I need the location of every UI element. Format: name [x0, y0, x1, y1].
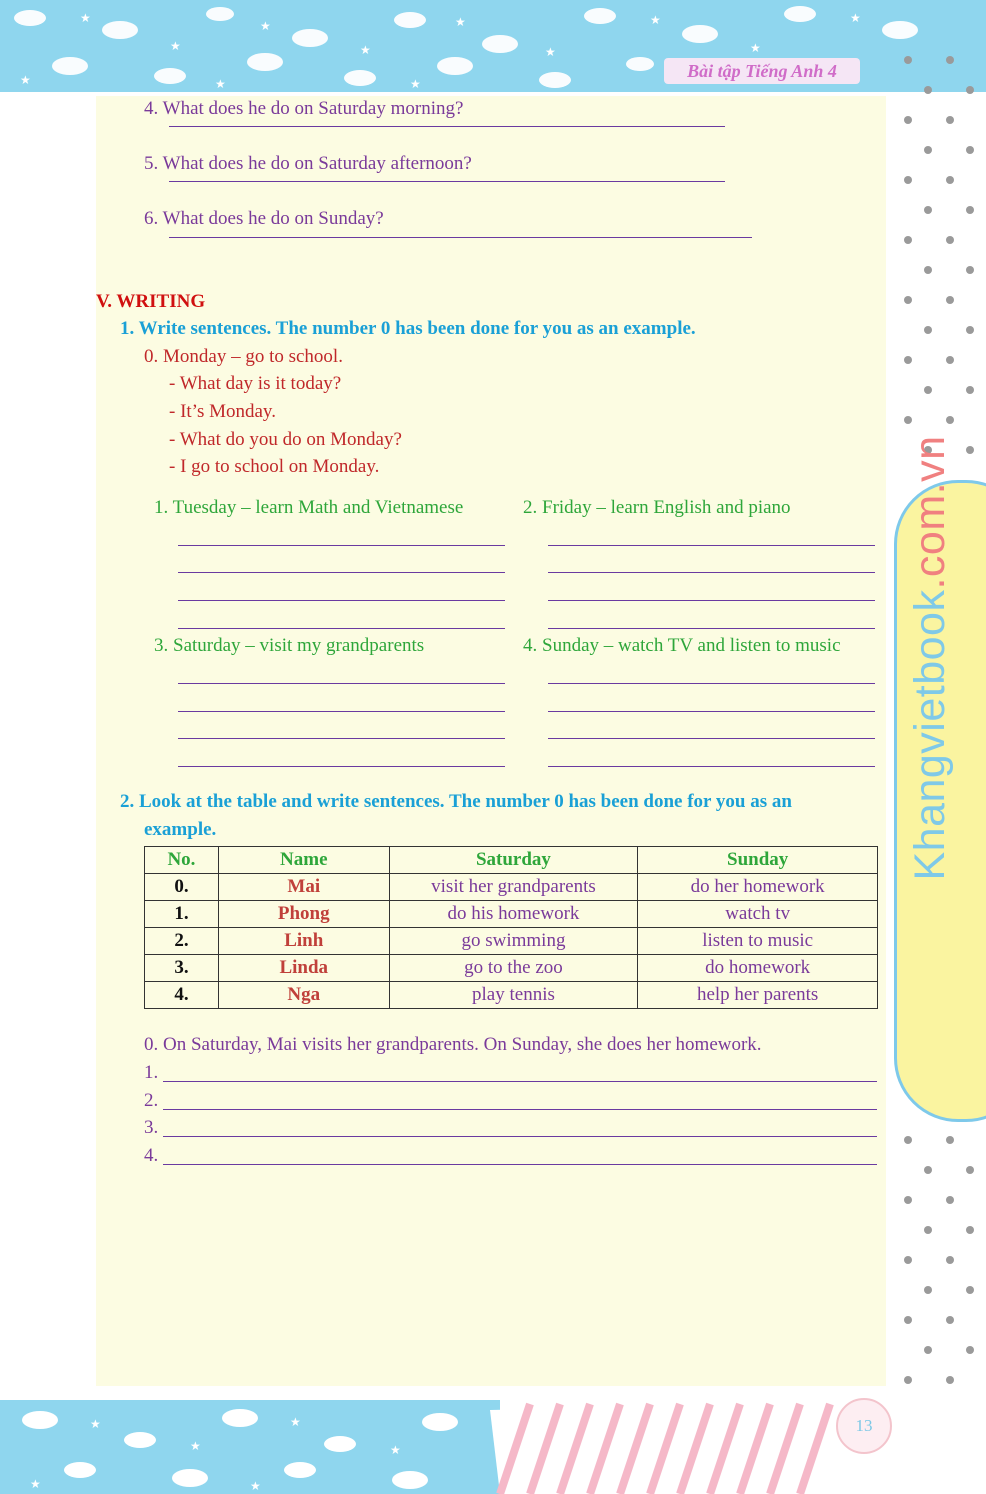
task1-prompt-2: 2. Friday – learn English and piano — [523, 497, 791, 518]
question-5: 5. What does he do on Saturday afternoon? — [144, 153, 472, 174]
example-line: - What day is it today? — [169, 373, 342, 394]
svg-text:★: ★ — [260, 19, 271, 33]
svg-text:★: ★ — [170, 39, 181, 53]
cell-no: 0. — [145, 874, 219, 901]
task1-prompt-4: 4. Sunday – watch TV and listen to music — [523, 635, 841, 656]
cell-saturday: go to the zoo — [389, 955, 638, 982]
writing-line[interactable] — [548, 683, 875, 684]
writing-line[interactable] — [548, 628, 875, 629]
task2-instruction: 2. Look at the table and write sentences. The number 0 has been done for you as an — [120, 791, 792, 812]
book-title: Bài tập Tiếng Anh 4 — [664, 58, 860, 84]
writing-line[interactable] — [548, 738, 875, 739]
svg-text:★: ★ — [455, 15, 466, 29]
cell-name: Linda — [218, 955, 389, 982]
task1-prompt-3: 3. Saturday – visit my grandparents — [154, 635, 425, 656]
header-name: Name — [218, 847, 389, 874]
cell-name: Linh — [218, 928, 389, 955]
svg-text:★: ★ — [30, 1477, 41, 1491]
site-main: Khangvietbook — [906, 589, 954, 881]
table-row — [145, 955, 878, 982]
bottom-decorative-band — [0, 1400, 500, 1494]
writing-line[interactable] — [178, 545, 505, 546]
cell-saturday: visit her grandparents — [389, 874, 638, 901]
answer-line-4b[interactable] — [163, 1164, 877, 1165]
cell-sunday: do her homework — [638, 874, 878, 901]
svg-text:★: ★ — [410, 77, 421, 91]
answer-label-3: 3. — [144, 1117, 159, 1138]
writing-line[interactable] — [548, 711, 875, 712]
cell-name: Phong — [218, 901, 389, 928]
table-header-row — [145, 847, 878, 874]
page-number: 13 — [836, 1398, 892, 1454]
svg-text:★: ★ — [215, 77, 226, 91]
writing-line[interactable] — [178, 711, 505, 712]
answer-line-6[interactable] — [169, 237, 752, 238]
cell-saturday: play tennis — [389, 982, 638, 1009]
example-line: - I go to school on Monday. — [169, 456, 380, 477]
writing-line[interactable] — [548, 545, 875, 546]
table-row — [145, 901, 878, 928]
writing-line[interactable] — [548, 572, 875, 573]
schedule-table — [144, 846, 878, 1009]
header-saturday: Saturday — [389, 847, 638, 874]
writing-line[interactable] — [178, 628, 505, 629]
cell-saturday: go swimming — [389, 928, 638, 955]
cell-sunday: listen to music — [638, 928, 878, 955]
cell-no: 1. — [145, 901, 219, 928]
example-line: - It’s Monday. — [169, 401, 276, 422]
svg-text:★: ★ — [390, 1443, 401, 1457]
example-line: - What do you do on Monday? — [169, 429, 402, 450]
writing-line[interactable] — [178, 738, 505, 739]
answer-line-1[interactable] — [163, 1081, 877, 1082]
svg-text:★: ★ — [360, 43, 371, 57]
cloud-star-pattern-bottom — [0, 1400, 500, 1494]
cell-sunday: help her parents — [638, 982, 878, 1009]
svg-text:★: ★ — [250, 1479, 261, 1493]
cell-saturday: do his homework — [389, 901, 638, 928]
writing-line[interactable] — [178, 600, 505, 601]
task1-instruction: 1. Write sentences. The number 0 has been done for you as an example. — [120, 318, 696, 339]
answer-line-2[interactable] — [163, 1109, 877, 1110]
writing-line[interactable] — [178, 572, 505, 573]
svg-text:★: ★ — [190, 1439, 201, 1453]
cell-no: 4. — [145, 982, 219, 1009]
example-prompt: 0. Monday – go to school. — [144, 346, 343, 367]
site-watermark — [900, 258, 960, 1058]
task2-example-answer: 0. On Saturday, Mai visits her grandparents. On Sunday, she does her homework. — [144, 1034, 762, 1055]
cell-sunday: do homework — [638, 955, 878, 982]
answer-line-4[interactable] — [169, 126, 725, 127]
svg-text:★: ★ — [850, 11, 861, 25]
answer-label-1: 1. — [144, 1062, 159, 1083]
svg-text:★: ★ — [90, 1417, 101, 1431]
svg-text:★: ★ — [80, 11, 91, 25]
cell-sunday: watch tv — [638, 901, 878, 928]
task2-instruction-cont: example. — [144, 819, 217, 840]
writing-line[interactable] — [548, 600, 875, 601]
answer-label-4: 4. — [144, 1145, 159, 1166]
cell-no: 2. — [145, 928, 219, 955]
writing-line[interactable] — [178, 766, 505, 767]
svg-text:★: ★ — [20, 73, 31, 87]
header-sunday: Sunday — [638, 847, 878, 874]
svg-text:★: ★ — [545, 45, 556, 59]
answer-line-5[interactable] — [169, 181, 725, 182]
content-paper — [96, 96, 886, 1386]
svg-text:★: ★ — [750, 41, 761, 55]
pink-stripe-pattern — [490, 1400, 986, 1494]
question-4: 4. What does he do on Saturday morning? — [144, 98, 464, 119]
writing-line[interactable] — [548, 766, 875, 767]
cell-no: 3. — [145, 955, 219, 982]
answer-line-3[interactable] — [163, 1136, 877, 1137]
answer-label-2: 2. — [144, 1090, 159, 1111]
table-row — [145, 928, 878, 955]
svg-text:★: ★ — [650, 13, 661, 27]
section-heading-writing: V. WRITING — [96, 291, 206, 312]
writing-line[interactable] — [178, 683, 505, 684]
question-6: 6. What does he do on Sunday? — [144, 208, 384, 229]
task1-prompt-1: 1. Tuesday – learn Math and Vietnamese — [154, 497, 464, 518]
header-no: No. — [145, 847, 219, 874]
cell-name: Nga — [218, 982, 389, 1009]
table-row — [145, 982, 878, 1009]
site-suffix: .com.vn — [906, 435, 954, 590]
table-row — [145, 874, 878, 901]
cell-name: Mai — [218, 874, 389, 901]
svg-text:★: ★ — [290, 1415, 301, 1429]
